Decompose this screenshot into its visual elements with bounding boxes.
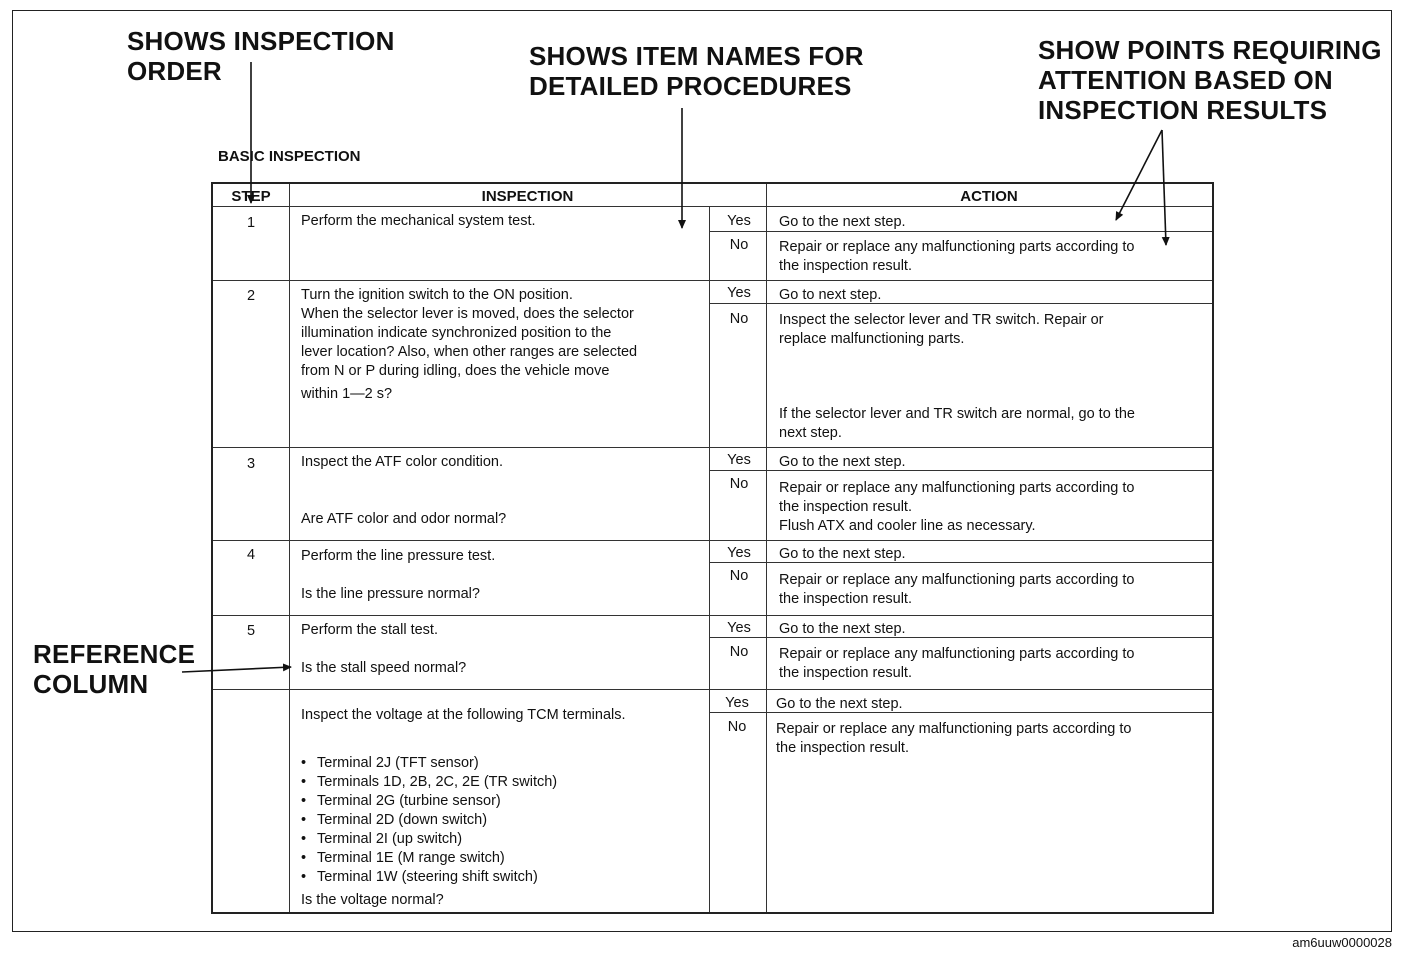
inspection-text: Inspect the voltage at the following TCM terminals.	[301, 707, 626, 723]
callout-points-attention: SHOW POINTS REQUIRING ATTENTION BASED ON INSPECTION RESULTS	[1038, 35, 1382, 125]
no-action: Repair or replace any malfunctioning parts according to the inspection result.	[776, 721, 1132, 756]
header-action: ACTION	[960, 188, 1018, 205]
inspection-text: Turn the ignition switch to the ON position. When the selector lever is moved, does the selector illumination indicate synchronized position to the lever location? Also, when other ranges are selected from N or P during idling, does the vehicle move within 1—2 s?	[301, 287, 638, 402]
yes-action: Go to next step.	[779, 287, 882, 303]
no-action: Repair or replace any malfunctioning parts according to the inspection result.	[779, 239, 1135, 274]
callout-reference-column: REFERENCE COLUMN	[33, 639, 196, 699]
header-step: STEP	[231, 188, 271, 205]
question-text: Are ATF color and odor normal?	[301, 511, 507, 527]
step-number: 1	[246, 215, 256, 231]
figure-code: am6uuw0000028	[1292, 935, 1392, 950]
yes-label: Yes	[727, 545, 751, 561]
step-number: 4	[246, 547, 256, 563]
no-label: No	[729, 311, 749, 327]
terminal-item: • Terminal 2J (TFT sensor)	[299, 754, 557, 773]
yes-action: Go to the next step.	[779, 621, 906, 637]
yes-action: Go to the next step.	[776, 696, 903, 712]
no-label: No	[729, 644, 749, 660]
callout-item-names: SHOWS ITEM NAMES FOR DETAILED PROCEDURES	[529, 41, 864, 101]
terminal-item: • Terminal 1E (M range switch)	[299, 849, 557, 868]
arrow-reference-column	[182, 667, 291, 672]
question-text: Is the stall speed normal?	[301, 660, 467, 676]
callout-inspection-order: SHOWS INSPECTION ORDER	[127, 26, 395, 86]
yes-label: Yes	[725, 695, 749, 711]
yes-action: Go to the next step.	[779, 214, 906, 230]
arrow-points-attention-2	[1162, 130, 1166, 245]
yes-label: Yes	[727, 285, 751, 301]
yes-action: Go to the next step.	[779, 546, 906, 562]
arrow-points-attention-1	[1116, 130, 1162, 220]
terminal-item: • Terminal 1W (steering shift switch)	[299, 868, 557, 887]
inspection-text: Perform the mechanical system test.	[301, 213, 536, 229]
question-text: Is the line pressure normal?	[301, 586, 480, 602]
yes-label: Yes	[727, 213, 751, 229]
step-number: 3	[246, 456, 256, 472]
no-label: No	[729, 568, 749, 584]
no-action-extra: If the selector lever and TR switch are normal, go to the next step.	[779, 406, 1135, 441]
yes-action: Go to the next step.	[779, 454, 906, 470]
no-action: Repair or replace any malfunctioning parts according to the inspection result.	[779, 646, 1135, 681]
terminal-item: • Terminal 2G (turbine sensor)	[299, 792, 557, 811]
no-label: No	[727, 719, 747, 735]
no-label: No	[729, 237, 749, 253]
inspection-text: Perform the line pressure test.	[301, 548, 496, 564]
yes-label: Yes	[727, 620, 751, 636]
inspection-text: Inspect the ATF color condition.	[301, 454, 504, 470]
no-action: Repair or replace any malfunctioning parts according to the inspection result. Flush ATX and cooler line as necessary.	[779, 480, 1135, 534]
terminal-item: • Terminals 1D, 2B, 2C, 2E (TR switch)	[299, 773, 557, 792]
terminal-item: • Terminal 2I (up switch)	[299, 830, 557, 849]
terminal-item: • Terminal 2D (down switch)	[299, 811, 557, 830]
section-title: BASIC INSPECTION	[218, 148, 361, 165]
no-action: Repair or replace any malfunctioning parts according to the inspection result.	[779, 572, 1135, 607]
step-number: 5	[246, 623, 256, 639]
yes-label: Yes	[727, 452, 751, 468]
question-text: Is the voltage normal?	[301, 892, 444, 908]
header-inspection: INSPECTION	[481, 188, 574, 205]
inspection-text: Perform the stall test.	[301, 622, 438, 638]
no-label: No	[729, 476, 749, 492]
step-number: 2	[246, 288, 256, 304]
no-action: Inspect the selector lever and TR switch. Repair or replace malfunctioning parts.	[779, 312, 1104, 347]
